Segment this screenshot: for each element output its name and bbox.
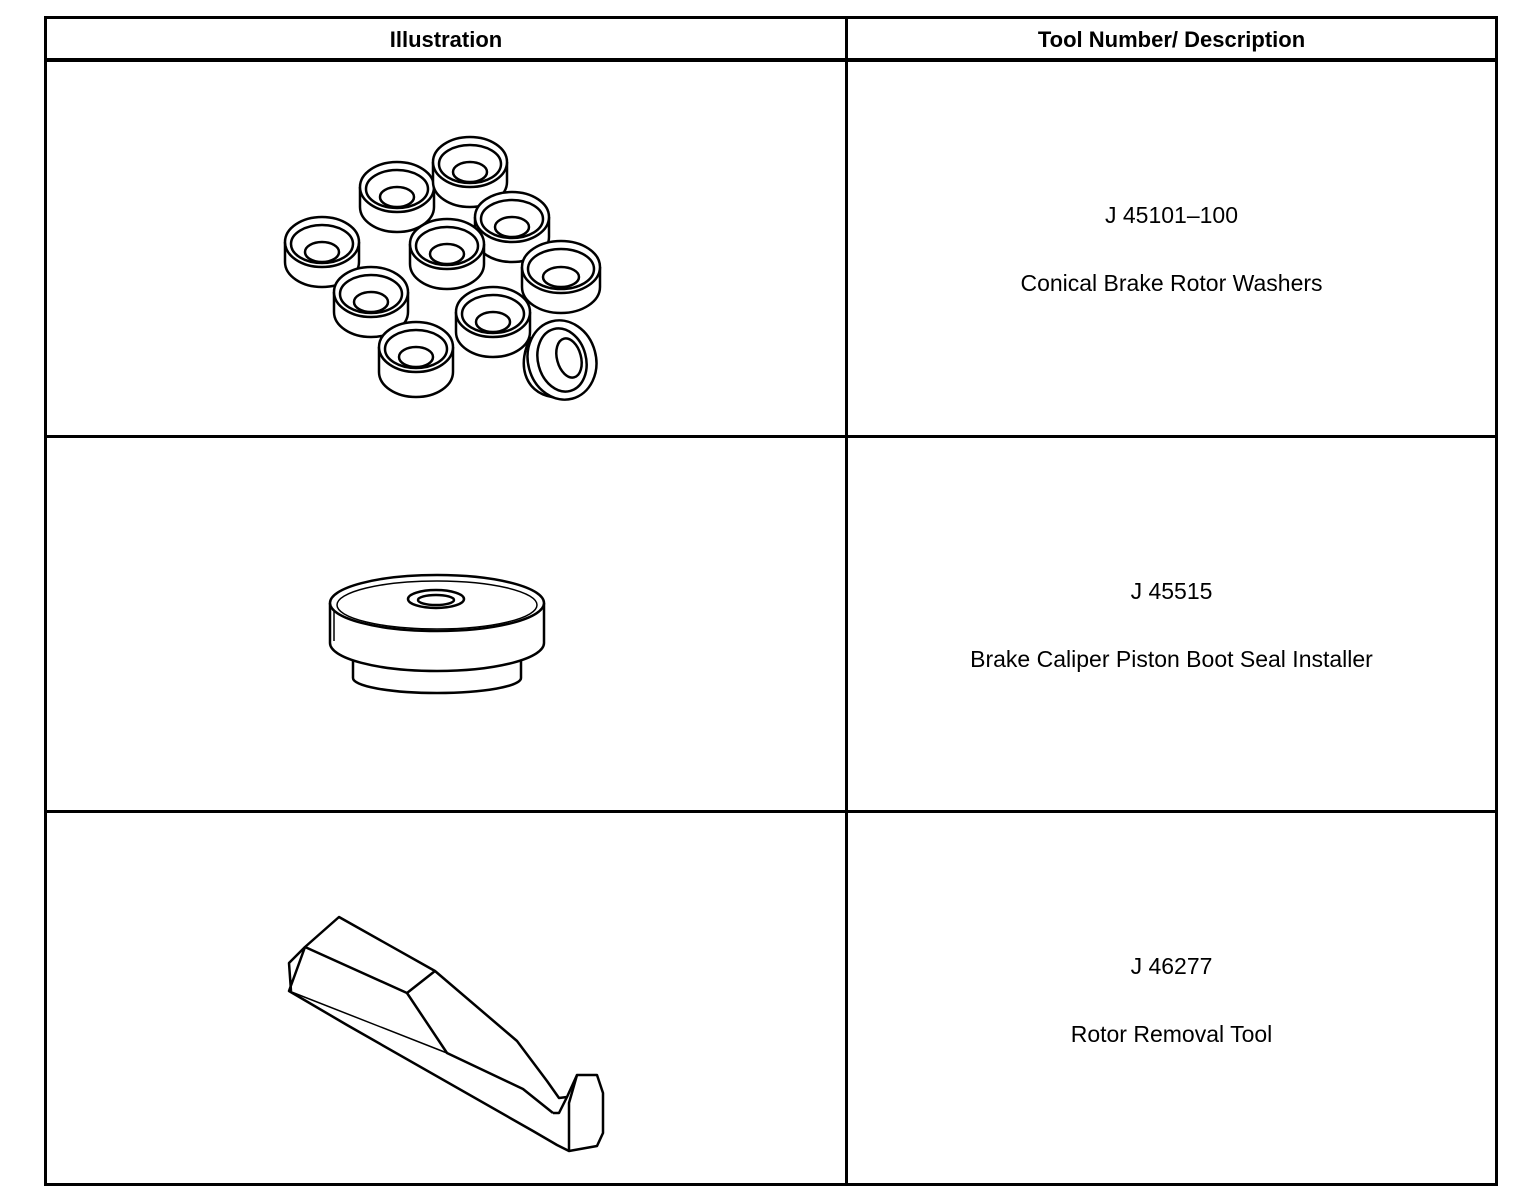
- rotor-removal-tool-icon: [47, 813, 845, 1183]
- illustration-cell: [47, 62, 845, 435]
- table-row: [47, 62, 1495, 438]
- illustration-cell: [47, 438, 845, 810]
- description-cell: [848, 438, 1495, 810]
- seal-installer-icon: [47, 438, 845, 810]
- header-tool-description: Tool Number/ Description: [1037, 27, 1306, 52]
- illustration-cell: [47, 813, 845, 1183]
- description-cell: [848, 62, 1495, 435]
- tool-description: Brake Caliper Piston Boot Seal Installer: [970, 646, 1373, 672]
- tool-description: Rotor Removal Tool: [1070, 1021, 1273, 1047]
- conical-washers-icon: [47, 62, 845, 435]
- tool-number: J 45101–100: [1104, 202, 1238, 228]
- tool-table: [44, 16, 1498, 1186]
- description-cell: [848, 813, 1495, 1183]
- header-illustration: Illustration: [389, 27, 503, 52]
- table-row: [47, 438, 1495, 813]
- tool-number: J 45515: [1130, 578, 1213, 604]
- tool-description: Conical Brake Rotor Washers: [1020, 270, 1323, 296]
- tool-number: J 46277: [1130, 953, 1213, 979]
- table-header-row: [47, 19, 1495, 62]
- table-row: [47, 813, 1495, 1183]
